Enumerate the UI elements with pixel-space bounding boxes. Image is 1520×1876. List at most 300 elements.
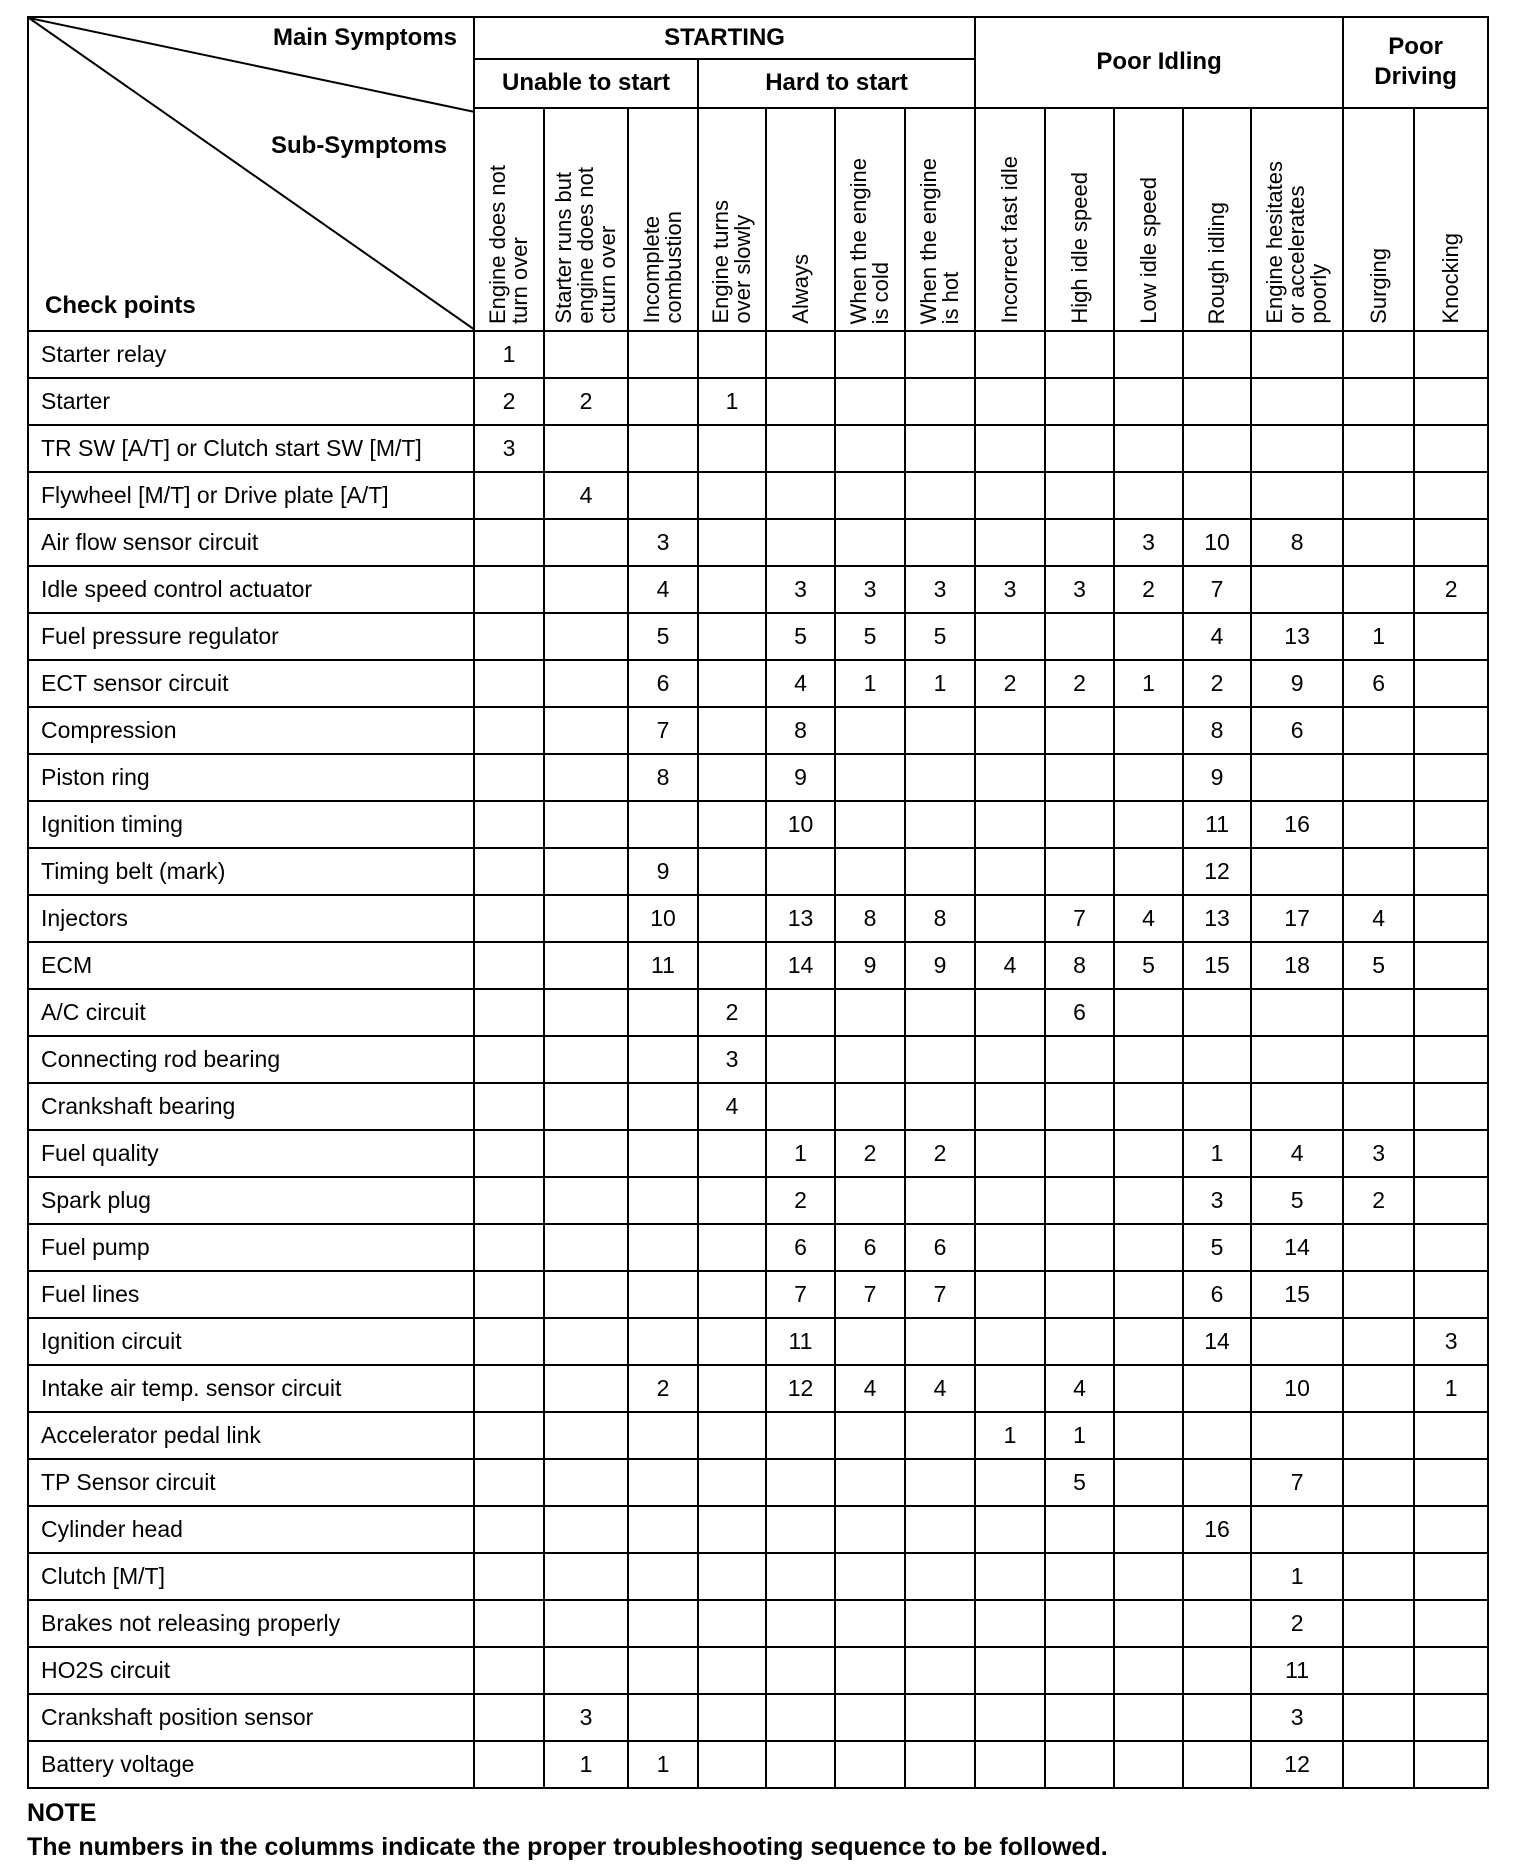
check-point-label: Fuel lines bbox=[28, 1271, 474, 1318]
sequence-cell: 3 bbox=[975, 566, 1045, 613]
sequence-cell bbox=[1183, 331, 1251, 378]
sequence-cell bbox=[975, 801, 1045, 848]
sequence-cell bbox=[544, 895, 628, 942]
sequence-cell bbox=[905, 1553, 975, 1600]
group-unable-to-start: Unable to start bbox=[474, 59, 698, 107]
sequence-cell bbox=[544, 707, 628, 754]
table-row bbox=[28, 989, 1488, 1036]
check-point-label: TP Sensor circuit bbox=[28, 1459, 474, 1506]
sub-symptom-label: Starter runs but engine does not cturn over bbox=[551, 167, 620, 324]
sequence-cell: 7 bbox=[1183, 566, 1251, 613]
sequence-cell: 17 bbox=[1251, 895, 1343, 942]
sequence-cell bbox=[1343, 1600, 1414, 1647]
sequence-cell bbox=[474, 1553, 544, 1600]
sequence-cell bbox=[1414, 942, 1488, 989]
sub-symptom-label: High idle speed bbox=[1066, 172, 1092, 324]
check-point-label: Timing belt (mark) bbox=[28, 848, 474, 895]
sequence-cell bbox=[975, 1224, 1045, 1271]
sequence-cell bbox=[628, 1083, 698, 1130]
sequence-cell bbox=[975, 895, 1045, 942]
sequence-cell: 4 bbox=[544, 472, 628, 519]
sequence-cell bbox=[544, 989, 628, 1036]
check-point-label: Cylinder head bbox=[28, 1506, 474, 1553]
check-point-label: ECT sensor circuit bbox=[28, 660, 474, 707]
sequence-cell bbox=[474, 1600, 544, 1647]
sub-symptom-label: Engine hesitates or accelerates poorly bbox=[1262, 161, 1332, 324]
sequence-cell: 9 bbox=[835, 942, 905, 989]
check-point-label: Fuel pressure regulator bbox=[28, 613, 474, 660]
sequence-cell bbox=[1183, 425, 1251, 472]
check-point-label: Flywheel [M/T] or Drive plate [A/T] bbox=[28, 472, 474, 519]
sequence-cell: 6 bbox=[905, 1224, 975, 1271]
sequence-cell bbox=[1045, 1741, 1114, 1788]
sequence-cell bbox=[698, 848, 766, 895]
sequence-cell bbox=[544, 1553, 628, 1600]
sequence-cell bbox=[1414, 1036, 1488, 1083]
sequence-cell bbox=[1114, 989, 1183, 1036]
sequence-cell: 14 bbox=[1251, 1224, 1343, 1271]
sequence-cell bbox=[628, 472, 698, 519]
sequence-cell bbox=[1183, 378, 1251, 425]
sequence-cell: 5 bbox=[766, 613, 835, 660]
sequence-cell bbox=[1045, 801, 1114, 848]
sequence-cell: 7 bbox=[766, 1271, 835, 1318]
sequence-cell: 2 bbox=[766, 1177, 835, 1224]
sequence-cell bbox=[975, 425, 1045, 472]
sub-symptom-header bbox=[835, 108, 905, 331]
sequence-cell bbox=[905, 1694, 975, 1741]
sequence-cell: 1 bbox=[835, 660, 905, 707]
sequence-cell bbox=[1183, 1459, 1251, 1506]
sequence-cell: 8 bbox=[1183, 707, 1251, 754]
sequence-cell: 3 bbox=[544, 1694, 628, 1741]
check-point-label: Fuel pump bbox=[28, 1224, 474, 1271]
table-row bbox=[28, 519, 1488, 566]
group-poor-driving: Poor Driving bbox=[1343, 17, 1488, 108]
sequence-cell bbox=[835, 707, 905, 754]
sequence-cell bbox=[1414, 472, 1488, 519]
sequence-cell bbox=[1414, 1271, 1488, 1318]
sequence-cell bbox=[698, 1130, 766, 1177]
sequence-cell bbox=[905, 1083, 975, 1130]
sequence-cell: 5 bbox=[1045, 1459, 1114, 1506]
sequence-cell bbox=[698, 895, 766, 942]
sequence-cell bbox=[1114, 1083, 1183, 1130]
table-row bbox=[28, 425, 1488, 472]
sequence-cell bbox=[1251, 472, 1343, 519]
sequence-cell: 8 bbox=[1045, 942, 1114, 989]
sequence-cell: 18 bbox=[1251, 942, 1343, 989]
sequence-cell bbox=[905, 1647, 975, 1694]
sub-symptom-header bbox=[975, 108, 1045, 331]
sequence-cell bbox=[698, 707, 766, 754]
sequence-cell bbox=[1114, 1459, 1183, 1506]
sequence-cell bbox=[766, 1083, 835, 1130]
sequence-cell: 7 bbox=[1045, 895, 1114, 942]
sequence-cell: 3 bbox=[1414, 1318, 1488, 1365]
sequence-cell bbox=[1045, 1177, 1114, 1224]
sequence-cell bbox=[1045, 707, 1114, 754]
sequence-cell bbox=[975, 1600, 1045, 1647]
sub-symptom-header bbox=[628, 108, 698, 331]
sequence-cell: 10 bbox=[766, 801, 835, 848]
sequence-cell bbox=[835, 1553, 905, 1600]
sequence-cell bbox=[544, 519, 628, 566]
sequence-cell: 7 bbox=[835, 1271, 905, 1318]
check-point-label: Spark plug bbox=[28, 1177, 474, 1224]
sequence-cell bbox=[544, 425, 628, 472]
sequence-cell: 1 bbox=[1183, 1130, 1251, 1177]
table-row bbox=[28, 1647, 1488, 1694]
sequence-cell bbox=[835, 1177, 905, 1224]
sequence-cell bbox=[1414, 1741, 1488, 1788]
sequence-cell: 1 bbox=[905, 660, 975, 707]
sequence-cell bbox=[1414, 1647, 1488, 1694]
sequence-cell bbox=[1414, 754, 1488, 801]
sequence-cell bbox=[1045, 754, 1114, 801]
check-point-label: Compression bbox=[28, 707, 474, 754]
sub-symptom-header bbox=[1414, 108, 1488, 331]
sequence-cell bbox=[905, 989, 975, 1036]
sequence-cell bbox=[1114, 1506, 1183, 1553]
sequence-cell bbox=[835, 1412, 905, 1459]
sequence-cell: 12 bbox=[1183, 848, 1251, 895]
table-row bbox=[28, 1412, 1488, 1459]
sequence-cell bbox=[766, 989, 835, 1036]
sequence-cell bbox=[474, 707, 544, 754]
sub-symptom-header bbox=[1045, 108, 1114, 331]
sequence-cell: 6 bbox=[1183, 1271, 1251, 1318]
sequence-cell bbox=[1343, 1506, 1414, 1553]
sequence-cell bbox=[698, 1177, 766, 1224]
sequence-cell bbox=[544, 1036, 628, 1083]
sequence-cell: 4 bbox=[766, 660, 835, 707]
table-row bbox=[28, 472, 1488, 519]
sequence-cell: 8 bbox=[628, 754, 698, 801]
sequence-cell bbox=[1045, 1506, 1114, 1553]
sequence-cell bbox=[766, 425, 835, 472]
sequence-cell bbox=[975, 707, 1045, 754]
sequence-cell bbox=[1045, 1694, 1114, 1741]
sequence-cell bbox=[544, 1177, 628, 1224]
sequence-cell bbox=[766, 1036, 835, 1083]
sequence-cell bbox=[544, 1130, 628, 1177]
sequence-cell bbox=[1114, 1412, 1183, 1459]
sequence-cell bbox=[1251, 425, 1343, 472]
check-point-label: Battery voltage bbox=[28, 1741, 474, 1788]
check-point-label: Connecting rod bearing bbox=[28, 1036, 474, 1083]
sequence-cell bbox=[544, 1224, 628, 1271]
sequence-cell bbox=[975, 1318, 1045, 1365]
sequence-cell bbox=[835, 331, 905, 378]
sequence-cell bbox=[766, 1741, 835, 1788]
table-row bbox=[28, 1036, 1488, 1083]
sequence-cell bbox=[1114, 1553, 1183, 1600]
sequence-cell bbox=[628, 425, 698, 472]
sequence-cell: 12 bbox=[766, 1365, 835, 1412]
sequence-cell bbox=[628, 801, 698, 848]
sequence-cell bbox=[1183, 1600, 1251, 1647]
sequence-cell bbox=[1251, 754, 1343, 801]
sub-symptom-label: Rough idling bbox=[1204, 201, 1230, 324]
sequence-cell: 3 bbox=[1045, 566, 1114, 613]
sequence-cell bbox=[544, 566, 628, 613]
sequence-cell bbox=[628, 1647, 698, 1694]
sequence-cell: 4 bbox=[975, 942, 1045, 989]
sequence-cell bbox=[1045, 1271, 1114, 1318]
sequence-cell bbox=[1251, 848, 1343, 895]
sequence-cell bbox=[835, 754, 905, 801]
sequence-cell: 7 bbox=[628, 707, 698, 754]
table-row bbox=[28, 942, 1488, 989]
corner-header-cell bbox=[28, 17, 474, 331]
sequence-cell bbox=[1343, 378, 1414, 425]
sequence-cell bbox=[766, 848, 835, 895]
sequence-cell bbox=[1183, 1412, 1251, 1459]
sequence-cell: 2 bbox=[1114, 566, 1183, 613]
table-row bbox=[28, 1224, 1488, 1271]
sequence-cell bbox=[474, 660, 544, 707]
sequence-cell bbox=[766, 1506, 835, 1553]
sequence-cell: 13 bbox=[1251, 613, 1343, 660]
sequence-cell bbox=[628, 1506, 698, 1553]
sub-symptom-label: Low idle speed bbox=[1135, 177, 1161, 324]
sequence-cell bbox=[474, 1177, 544, 1224]
sequence-cell bbox=[1045, 613, 1114, 660]
sequence-cell bbox=[1045, 1553, 1114, 1600]
sequence-cell bbox=[975, 1553, 1045, 1600]
sequence-cell bbox=[835, 1083, 905, 1130]
sequence-cell bbox=[1251, 1036, 1343, 1083]
sequence-cell: 1 bbox=[474, 331, 544, 378]
sequence-cell bbox=[1414, 989, 1488, 1036]
sequence-cell bbox=[544, 1271, 628, 1318]
sequence-cell bbox=[905, 1412, 975, 1459]
sequence-cell bbox=[698, 754, 766, 801]
sequence-cell bbox=[1414, 1177, 1488, 1224]
sequence-cell: 15 bbox=[1251, 1271, 1343, 1318]
sub-symptoms-label: Sub-Symptoms bbox=[270, 132, 447, 159]
sequence-cell bbox=[628, 1318, 698, 1365]
sequence-cell bbox=[1045, 1600, 1114, 1647]
sequence-cell bbox=[1414, 801, 1488, 848]
sequence-cell bbox=[1343, 1318, 1414, 1365]
sequence-cell bbox=[698, 566, 766, 613]
sequence-cell bbox=[835, 848, 905, 895]
sequence-cell bbox=[544, 1318, 628, 1365]
sequence-cell bbox=[766, 519, 835, 566]
sequence-cell: 1 bbox=[628, 1741, 698, 1788]
sequence-cell bbox=[835, 1036, 905, 1083]
table-row bbox=[28, 660, 1488, 707]
diagnosis-table-wrap bbox=[27, 16, 1489, 1789]
sequence-cell bbox=[1114, 848, 1183, 895]
sequence-cell bbox=[1183, 1083, 1251, 1130]
sequence-cell: 5 bbox=[1114, 942, 1183, 989]
sequence-cell bbox=[975, 1694, 1045, 1741]
sequence-cell bbox=[905, 472, 975, 519]
sequence-cell bbox=[975, 1459, 1045, 1506]
check-point-label: Clutch [M/T] bbox=[28, 1553, 474, 1600]
sequence-cell bbox=[905, 848, 975, 895]
sequence-cell: 12 bbox=[1251, 1741, 1343, 1788]
sequence-cell: 3 bbox=[698, 1036, 766, 1083]
sequence-cell bbox=[698, 660, 766, 707]
sequence-cell bbox=[835, 1647, 905, 1694]
sequence-cell bbox=[474, 989, 544, 1036]
sequence-cell: 3 bbox=[835, 566, 905, 613]
sequence-cell bbox=[698, 613, 766, 660]
sequence-cell: 2 bbox=[474, 378, 544, 425]
sequence-cell bbox=[1114, 425, 1183, 472]
sequence-cell: 3 bbox=[905, 566, 975, 613]
table-row bbox=[28, 1083, 1488, 1130]
corner-diagonals bbox=[29, 18, 475, 330]
sequence-cell bbox=[1114, 1271, 1183, 1318]
sequence-cell bbox=[1114, 1600, 1183, 1647]
sequence-cell bbox=[474, 1412, 544, 1459]
table-row bbox=[28, 331, 1488, 378]
sequence-cell bbox=[474, 801, 544, 848]
sequence-cell bbox=[1343, 1412, 1414, 1459]
sequence-cell bbox=[835, 1694, 905, 1741]
sequence-cell bbox=[1343, 331, 1414, 378]
sequence-cell bbox=[1414, 1600, 1488, 1647]
sequence-cell bbox=[905, 1600, 975, 1647]
sequence-cell bbox=[905, 519, 975, 566]
sub-symptom-label: Surging bbox=[1365, 248, 1391, 324]
sequence-cell: 6 bbox=[1251, 707, 1343, 754]
sequence-cell bbox=[766, 1600, 835, 1647]
sub-symptom-label: When the engine is cold bbox=[846, 157, 893, 324]
sequence-cell bbox=[1343, 1694, 1414, 1741]
sequence-cell bbox=[1414, 1553, 1488, 1600]
sequence-cell bbox=[1343, 848, 1414, 895]
sequence-cell bbox=[698, 1694, 766, 1741]
sub-symptom-header bbox=[905, 108, 975, 331]
sequence-cell bbox=[1045, 1647, 1114, 1694]
main-symptoms-label: Main Symptoms bbox=[272, 24, 457, 51]
check-points-label: Check points bbox=[45, 292, 196, 319]
sequence-cell bbox=[474, 613, 544, 660]
sequence-cell bbox=[905, 1177, 975, 1224]
sequence-cell bbox=[1045, 331, 1114, 378]
sub-symptom-label: When the engine is hot bbox=[916, 157, 964, 324]
sequence-cell bbox=[698, 472, 766, 519]
sequence-cell bbox=[698, 801, 766, 848]
sequence-cell bbox=[628, 378, 698, 425]
sequence-cell: 6 bbox=[1045, 989, 1114, 1036]
check-point-label: Accelerator pedal link bbox=[28, 1412, 474, 1459]
sequence-cell bbox=[698, 1224, 766, 1271]
sequence-cell bbox=[698, 1506, 766, 1553]
sequence-cell: 2 bbox=[905, 1130, 975, 1177]
sequence-cell bbox=[1343, 519, 1414, 566]
sequence-cell bbox=[628, 1553, 698, 1600]
sequence-cell: 4 bbox=[1114, 895, 1183, 942]
sequence-cell bbox=[1045, 1130, 1114, 1177]
sub-symptom-header bbox=[1114, 108, 1183, 331]
sequence-cell: 2 bbox=[1343, 1177, 1414, 1224]
sub-symptom-label: Engine does not turn over bbox=[485, 164, 532, 324]
sequence-cell bbox=[766, 1459, 835, 1506]
sequence-cell: 1 bbox=[698, 378, 766, 425]
sequence-cell bbox=[1414, 1506, 1488, 1553]
sequence-cell bbox=[698, 942, 766, 989]
sequence-cell bbox=[1045, 519, 1114, 566]
sequence-cell bbox=[975, 613, 1045, 660]
sequence-cell bbox=[1114, 331, 1183, 378]
sequence-cell bbox=[1114, 1036, 1183, 1083]
sequence-cell: 1 bbox=[1343, 613, 1414, 660]
sequence-cell bbox=[1045, 1083, 1114, 1130]
sequence-cell bbox=[1114, 1365, 1183, 1412]
sequence-cell bbox=[1343, 425, 1414, 472]
sequence-cell: 2 bbox=[835, 1130, 905, 1177]
sequence-cell bbox=[1183, 1694, 1251, 1741]
sequence-cell: 9 bbox=[1183, 754, 1251, 801]
check-point-label: Crankshaft position sensor bbox=[28, 1694, 474, 1741]
sequence-cell bbox=[1183, 1647, 1251, 1694]
sequence-cell: 9 bbox=[1251, 660, 1343, 707]
sequence-cell bbox=[1414, 1130, 1488, 1177]
sub-symptom-header bbox=[474, 108, 544, 331]
sequence-cell bbox=[544, 613, 628, 660]
check-point-label: Ignition circuit bbox=[28, 1318, 474, 1365]
sequence-cell bbox=[975, 848, 1045, 895]
sequence-cell bbox=[1414, 1083, 1488, 1130]
sub-symptom-header bbox=[698, 108, 766, 331]
sequence-cell: 1 bbox=[1414, 1365, 1488, 1412]
sequence-cell bbox=[1251, 378, 1343, 425]
sequence-cell bbox=[474, 895, 544, 942]
sequence-cell: 11 bbox=[1183, 801, 1251, 848]
sequence-cell bbox=[474, 472, 544, 519]
table-row bbox=[28, 707, 1488, 754]
sequence-cell: 5 bbox=[835, 613, 905, 660]
sequence-cell bbox=[975, 378, 1045, 425]
sequence-cell bbox=[474, 566, 544, 613]
sequence-cell bbox=[1183, 472, 1251, 519]
sequence-cell bbox=[698, 1459, 766, 1506]
sequence-cell bbox=[905, 754, 975, 801]
sequence-cell: 3 bbox=[628, 519, 698, 566]
sequence-cell bbox=[1414, 895, 1488, 942]
check-point-label: Fuel quality bbox=[28, 1130, 474, 1177]
sequence-cell: 10 bbox=[1251, 1365, 1343, 1412]
sub-symptom-header bbox=[1251, 108, 1343, 331]
table-row bbox=[28, 801, 1488, 848]
table-row bbox=[28, 1741, 1488, 1788]
table-row bbox=[28, 378, 1488, 425]
sequence-cell: 1 bbox=[975, 1412, 1045, 1459]
sequence-cell bbox=[474, 1694, 544, 1741]
sequence-cell bbox=[905, 1459, 975, 1506]
sequence-cell: 1 bbox=[1045, 1412, 1114, 1459]
sub-symptom-label: Incorrect fast idle bbox=[997, 156, 1023, 324]
sequence-cell: 4 bbox=[835, 1365, 905, 1412]
sequence-cell bbox=[835, 1506, 905, 1553]
sequence-cell bbox=[698, 331, 766, 378]
sequence-cell: 11 bbox=[1251, 1647, 1343, 1694]
sequence-cell bbox=[698, 1365, 766, 1412]
sequence-cell: 4 bbox=[698, 1083, 766, 1130]
sequence-cell bbox=[905, 801, 975, 848]
sequence-cell: 1 bbox=[1251, 1553, 1343, 1600]
sequence-cell bbox=[1114, 378, 1183, 425]
sequence-cell bbox=[1251, 1318, 1343, 1365]
sequence-cell: 2 bbox=[1251, 1600, 1343, 1647]
